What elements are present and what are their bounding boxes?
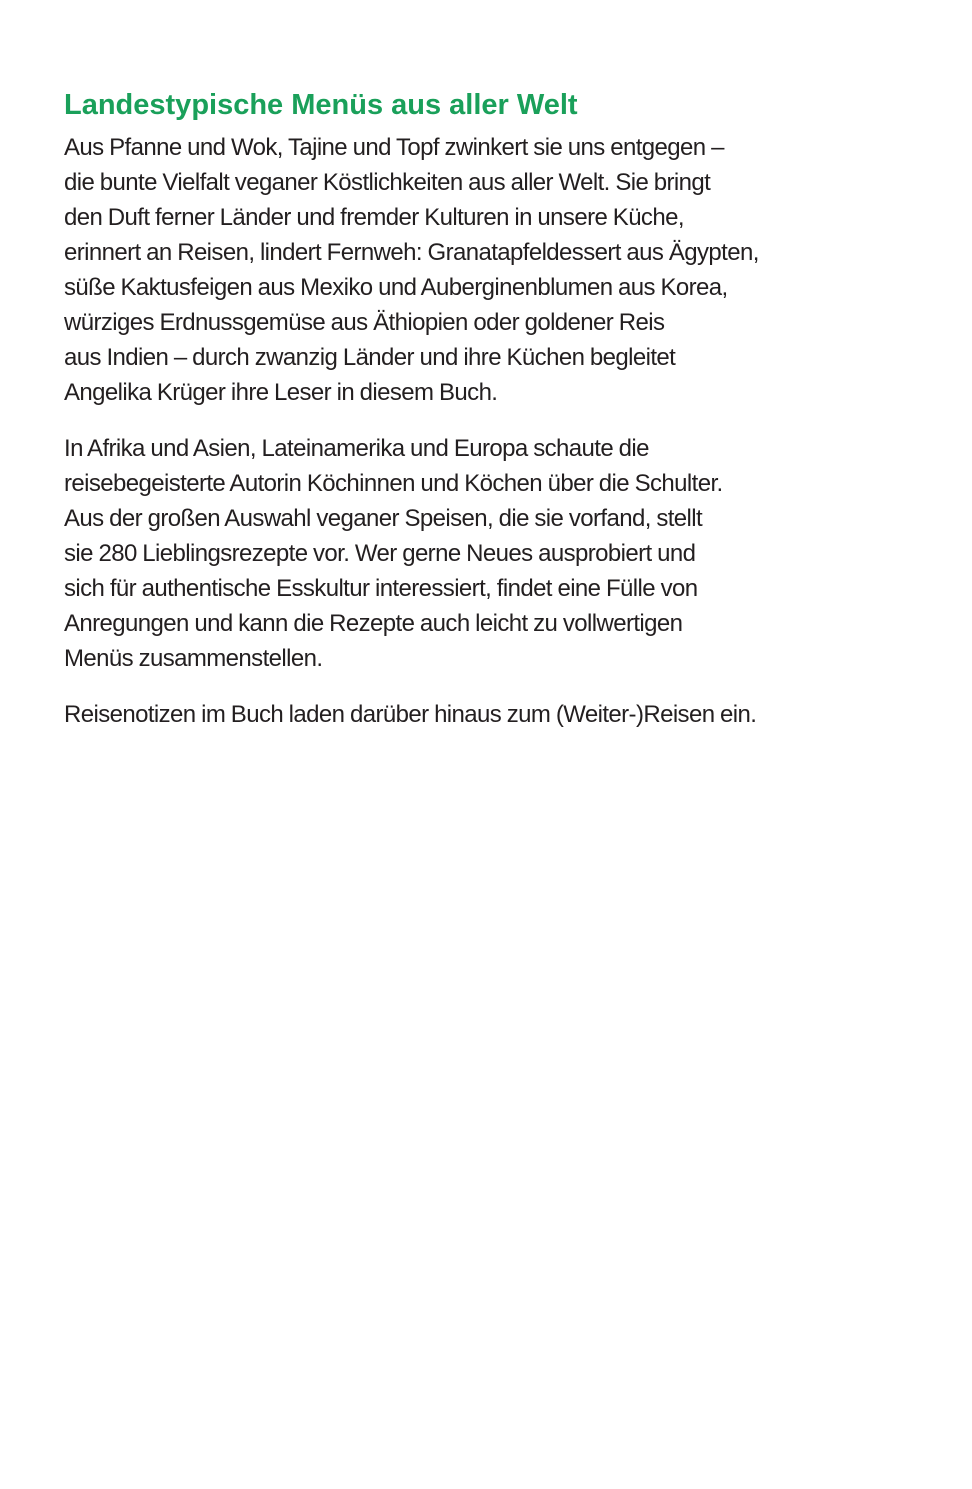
text-block [64, 86, 924, 753]
text-line: sich für authentische Esskultur interessiert, findet eine Fülle von [64, 575, 698, 602]
text-line: die bunte Vielfalt veganer Köstlichkeiten aus aller Welt. Sie bringt [64, 169, 711, 196]
paragraph-travel-notes [64, 697, 924, 732]
text-line: Menüs zusammenstellen. [64, 645, 323, 672]
text-line: sie 280 Lieblingsrezepte vor. Wer gerne Neues ausprobiert und [64, 540, 696, 567]
paragraph-intro [64, 130, 924, 410]
text-line: den Duft ferner Länder und fremder Kulturen in unsere Küche, [64, 204, 684, 231]
page-heading: Landestypische Menüs aus aller Welt [64, 89, 578, 121]
text-line: süße Kaktusfeigen aus Mexiko und Auberginenblumen aus Korea, [64, 274, 728, 301]
paragraph-author [64, 431, 924, 676]
text-line: reisebegeisterte Autorin Köchinnen und Köchen über die Schulter. [64, 470, 723, 497]
text-line: Aus Pfanne und Wok, Tajine und Topf zwinkert sie uns entgegen – [64, 134, 724, 161]
text-line: erinnert an Reisen, lindert Fernweh: Granatapfeldessert aus Ägypten, [64, 239, 759, 266]
text-line: aus Indien – durch zwanzig Länder und ihre Küchen begleitet [64, 344, 676, 371]
text-line: Angelika Krüger ihre Leser in diesem Buch. [64, 379, 498, 406]
text-line: In Afrika und Asien, Lateinamerika und Europa schaute die [64, 435, 649, 462]
text-line: würziges Erdnussgemüse aus Äthiopien oder goldener Reis [64, 309, 665, 336]
text-line: Anregungen und kann die Rezepte auch leicht zu vollwertigen [64, 610, 683, 637]
text-line: Reisenotizen im Buch laden darüber hinaus zum (Weiter-)Reisen ein. [64, 701, 757, 728]
text-line: Aus der großen Auswahl veganer Speisen, die sie vorfand, stellt [64, 505, 703, 532]
